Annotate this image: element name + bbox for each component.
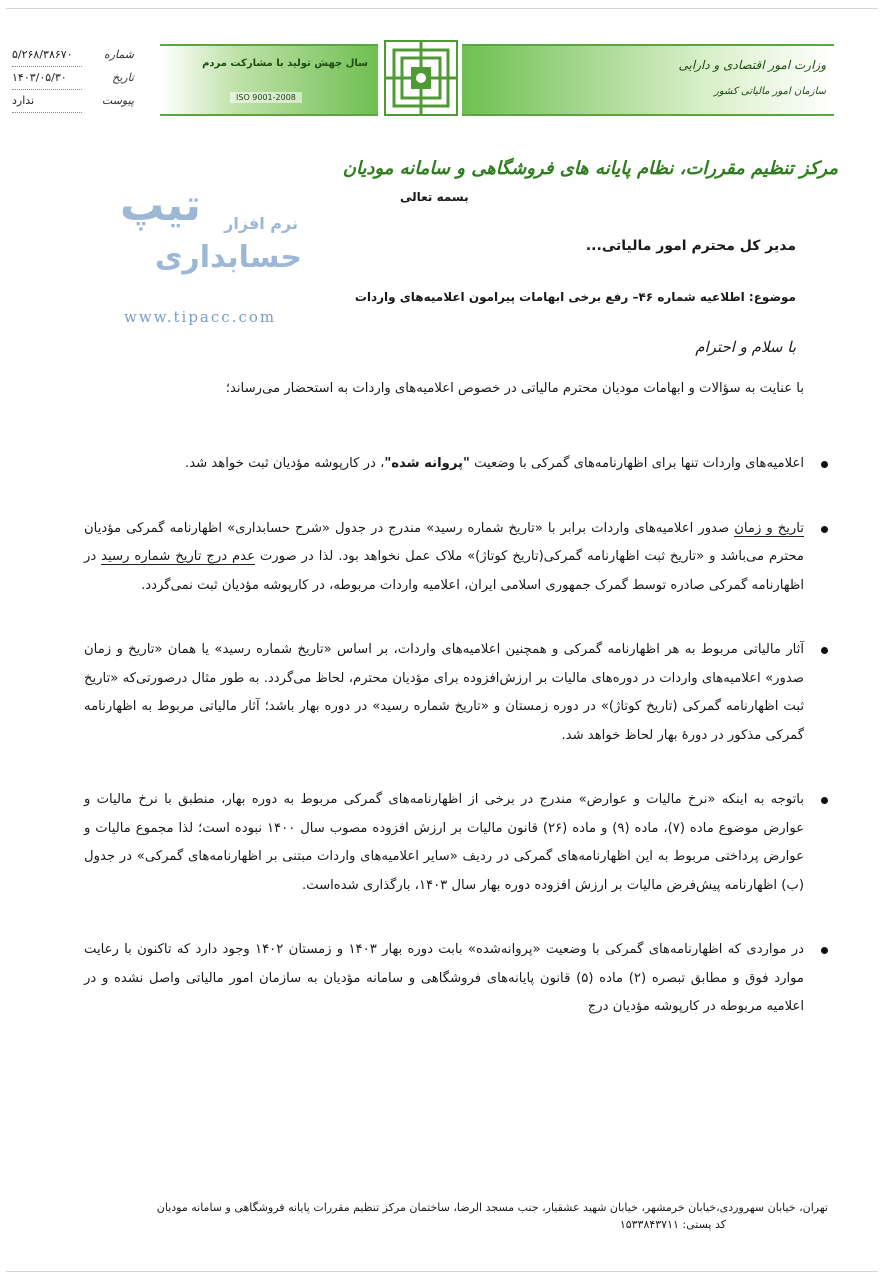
subject-line: موضوع: اطلاعیه شماره ۴۶– رفع برخی ابهامات پیرامون اعلامیه‌های واردات bbox=[354, 290, 796, 304]
intro-paragraph: با عنایت به سؤالات و ابهامات مودیان محترم مالیاتی در خصوص اعلامیه‌های واردات به استحضار می‌رساند؛ bbox=[225, 381, 804, 396]
underlined-phrase: عدم درج تاریخ شماره رسید bbox=[101, 549, 255, 564]
bullet-text: اعلامیه‌های واردات تنها برای اظهارنامه‌های گمرکی با وضعیت bbox=[469, 456, 804, 471]
bullet-text: در اظهارنامه گمرکی صادره توسط گمرک جمهوری اسلامی ایران، اعلامیه واردات مربوطه، در کارپوشه مؤدیان ثبت نمی‌گردد. bbox=[84, 549, 804, 593]
bullet-item: در مواردی که اظهارنامه‌های گمرکی با وضعیت «پروانه‌شده» بابت دوره بهار ۱۴۰۳ و زمستان ۱۴۰۲ وجود دارد که تاکنون با رعایت موارد فوق و مطابق تبصره (۲) ماده (۵) قانون پایانه‌های فروشگاهی و سامانه مؤدیان به سازمان امور مالیاتی واصل نشده و در اعلامیه مربوطه در کارپوشه مؤدیان درج bbox=[84, 936, 834, 1022]
ministry-name: وزارت امور اقتصادی و دارایی bbox=[678, 58, 826, 72]
letter-metadata bbox=[12, 44, 134, 113]
bullet-item bbox=[84, 515, 834, 601]
letter-number-row bbox=[12, 44, 134, 67]
bullet-text: صدور اعلامیه‌های واردات برابر با «تاریخ شماره رسید» مندرج در جدول «شرح حسابداری» اظهارنامه گمرکی مؤدیان محترم می‌باشد و «تاریخ ثبت اظهارنامه گمرکی(تاریخ کوتاژ)» ملاک عمل نخواهد بود. لذا در صورت bbox=[84, 520, 804, 564]
watermark bbox=[120, 180, 310, 330]
organization-name: سازمان امور مالیاتی کشور bbox=[714, 86, 826, 97]
watermark-sub: حسابداری bbox=[154, 240, 302, 275]
recipient-line: مدیر کل محترم امور مالیاتی... bbox=[585, 238, 796, 254]
letter-number-value: ۵/۲۶۸/۳۸۶۷۰ bbox=[12, 44, 82, 67]
greeting: با سلام و احترام bbox=[695, 338, 796, 356]
footer-address: تهران، خیابان سهروردی،خیابان خرمشهر، خیابان شهید عشقیار، جنب مسجد الرضا، ساختمان مرکز تنظیم مقررات پایانه فروشگاهی و سامانه مودیان bbox=[48, 1198, 828, 1218]
bullet-bold-status: "پروانه شده" bbox=[384, 456, 470, 471]
center-title: مرکز تنظیم مقررات، نظام پایانه های فروشگاهی و سامانه مودیان bbox=[342, 158, 838, 179]
underlined-phrase: تاریخ و زمان bbox=[734, 520, 804, 536]
letter-date-label: تاریخ bbox=[112, 71, 134, 84]
year-slogan: سال جهش تولید با مشارکت مردم bbox=[202, 58, 368, 69]
watermark-brand-small: نرم افزار bbox=[224, 214, 298, 233]
letter-date-value: ۱۴۰۳/۰۵/۳۰ bbox=[12, 67, 82, 90]
tax-organization-emblem-icon bbox=[384, 40, 458, 116]
letter-attachment-row bbox=[12, 90, 134, 113]
iso-certificate: ISO 9001-2008 bbox=[230, 92, 302, 103]
besmeh-heading: بسمه تعالی bbox=[400, 190, 469, 204]
notice-bullet-list bbox=[84, 450, 834, 1058]
ministry-banner bbox=[462, 44, 834, 116]
footer-postal-code: کد پستی: ۱۵۳۳۸۴۳۷۱۱ bbox=[619, 1218, 726, 1231]
watermark-url: www.tipacc.com bbox=[124, 308, 277, 326]
letter-attachment-value: ندارد bbox=[12, 90, 82, 113]
bullet-item: باتوجه به اینکه «نرخ مالیات و عوارض» مندرج در برخی از اظهارنامه‌های گمرکی مربوط به دوره بهار، منطبق با نرخ مالیات و عوارض موضوع ماده (۷)، ماده (۹) و ماده (۲۶) قانون مالیات بر ارزش افزوده مصوب سال ۱۴۰۰ نبوده است؛ لذا مجموع مالیات و عوارض پرداختی مربوط به این اظهارنامه‌های گمرکی در ردیف «سایر اعلامیه‌های واردات مبتنی بر اظهارنامه‌های گمرکی» در جدول (ب) اظهارنامه پیش‌فرض مالیات بر ارزش افزوده دوره بهار سال ۱۴۰۳، بارگذاری شده‌است. bbox=[84, 786, 834, 900]
letter-attachment-label: پیوست bbox=[101, 94, 134, 107]
slogan-banner bbox=[160, 44, 378, 116]
bullet-text: ، در کارپوشه مؤدیان ثبت خواهد شد. bbox=[185, 456, 385, 471]
bullet-item bbox=[84, 450, 834, 479]
letter-date-row bbox=[12, 67, 134, 90]
letter-number-label: شماره bbox=[103, 48, 134, 61]
bullet-item: آثار مالیاتی مربوط به هر اظهارنامه گمرکی و همچنین اعلامیه‌های واردات، بر اساس «تاریخ شماره رسید» یا همان «تاریخ و زمان صدور» اعلامیه‌های واردات در دوره‌های مالیات بر ارزش‌افزوده برای مؤدیان محترم، لحاظ می‌گردد. به طور مثال درصورتی‌که «تاریخ ثبت اظهارنامه گمرکی (تاریخ کوتاژ)» در دوره زمستان و «تاریخ شماره رسید» در دوره بهار باشد؛ آثار مالیاتی مربوط به اظهارنامه گمرکی مذکور در دورهٔ بهار لحاظ خواهد شد. bbox=[84, 636, 834, 750]
watermark-brand: تیپ bbox=[120, 180, 202, 231]
